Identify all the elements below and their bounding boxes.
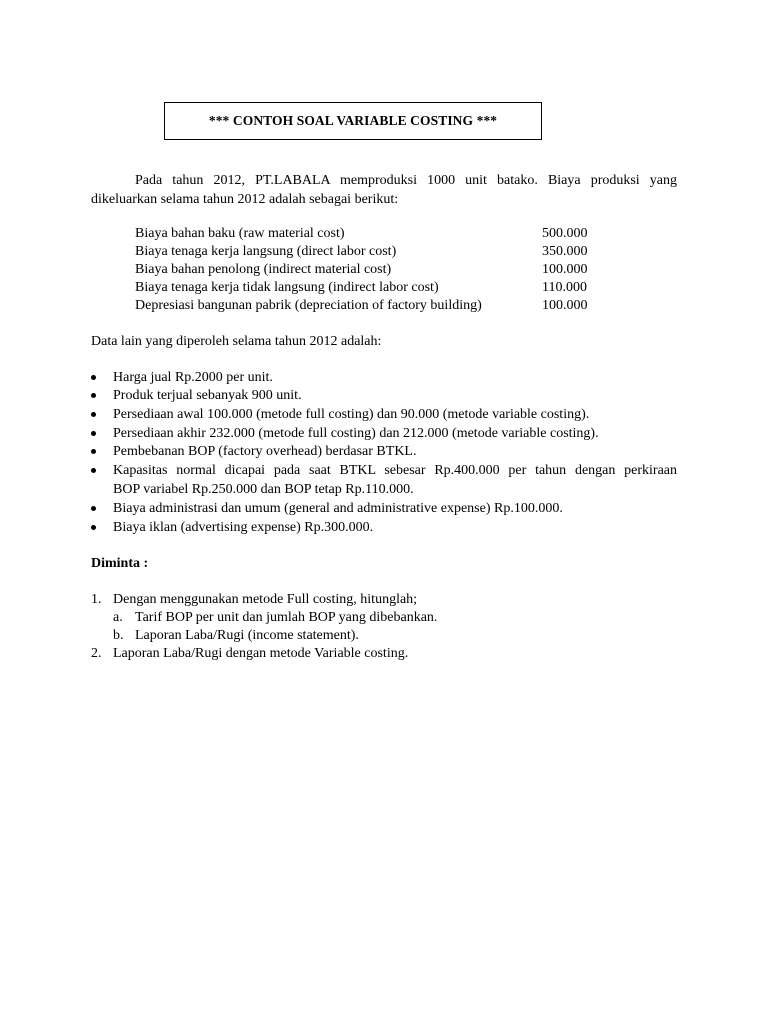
cost-label: Biaya tenaga kerja langsung (direct labor cost)	[135, 244, 397, 259]
cost-label: Biaya tenaga kerja tidak langsung (indirect labor cost)	[135, 280, 439, 295]
cost-value: 110.000	[542, 280, 587, 295]
document-title: *** CONTOH SOAL VARIABLE COSTING ***	[208, 113, 498, 128]
intro-line-1: Pada tahun 2012, PT.LABALA memproduksi 1000 unit batako. Biaya produksi yang	[135, 173, 677, 188]
bullet-text: Kapasitas normal dicapai pada saat BTKL sebesar Rp.400.000 per tahun dengan perkiraan	[113, 463, 677, 478]
task-text: Laporan Laba/Rugi dengan metode Variable costing.	[113, 646, 409, 661]
bullet-text: Biaya iklan (advertising expense) Rp.300.000.	[113, 520, 374, 535]
task-text: Dengan menggunakan metode Full costing, hitunglah;	[113, 592, 418, 607]
bullet-text: Persediaan akhir 232.000 (metode full costing) dan 212.000 (metode variable costing).	[113, 426, 599, 441]
bullet-text: Persediaan awal 100.000 (metode full costing) dan 90.000 (metode variable costing).	[113, 407, 590, 422]
cost-label: Biaya bahan baku (raw material cost)	[135, 226, 345, 241]
bullet-continuation: BOP variabel Rp.250.000 dan BOP tetap Rp.110.000.	[113, 482, 414, 497]
subtask-letter: b.	[113, 628, 124, 643]
cost-value: 500.000	[542, 226, 588, 241]
cost-value: 350.000	[542, 244, 588, 259]
task-number: 2.	[91, 646, 102, 661]
cost-value: 100.000	[542, 262, 588, 277]
cost-label: Biaya bahan penolong (indirect material cost)	[135, 262, 392, 277]
subtask-text: Tarif BOP per unit dan jumlah BOP yang dibebankan.	[135, 610, 438, 625]
subtask-text: Laporan Laba/Rugi (income statement).	[135, 628, 359, 643]
bullet-text: Produk terjual sebanyak 900 unit.	[113, 388, 302, 403]
subtask-letter: a.	[113, 610, 123, 625]
bullet-text: Biaya administrasi dan umum (general and administrative expense) Rp.100.000.	[113, 501, 563, 516]
cost-label: Depresiasi bangunan pabrik (depreciation of factory building)	[135, 298, 482, 313]
intro-line-2: dikeluarkan selama tahun 2012 adalah sebagai berikut:	[91, 192, 399, 207]
task-number: 1.	[91, 592, 102, 607]
bullet-text: Harga jual Rp.2000 per unit.	[113, 370, 273, 385]
other-data-intro: Data lain yang diperoleh selama tahun 2012 adalah:	[91, 334, 382, 349]
title-box	[164, 102, 542, 140]
diminta-heading: Diminta :	[91, 556, 149, 571]
cost-value: 100.000	[542, 298, 588, 313]
bullet-text: Pembebanan BOP (factory overhead) berdasar BTKL.	[113, 444, 417, 459]
